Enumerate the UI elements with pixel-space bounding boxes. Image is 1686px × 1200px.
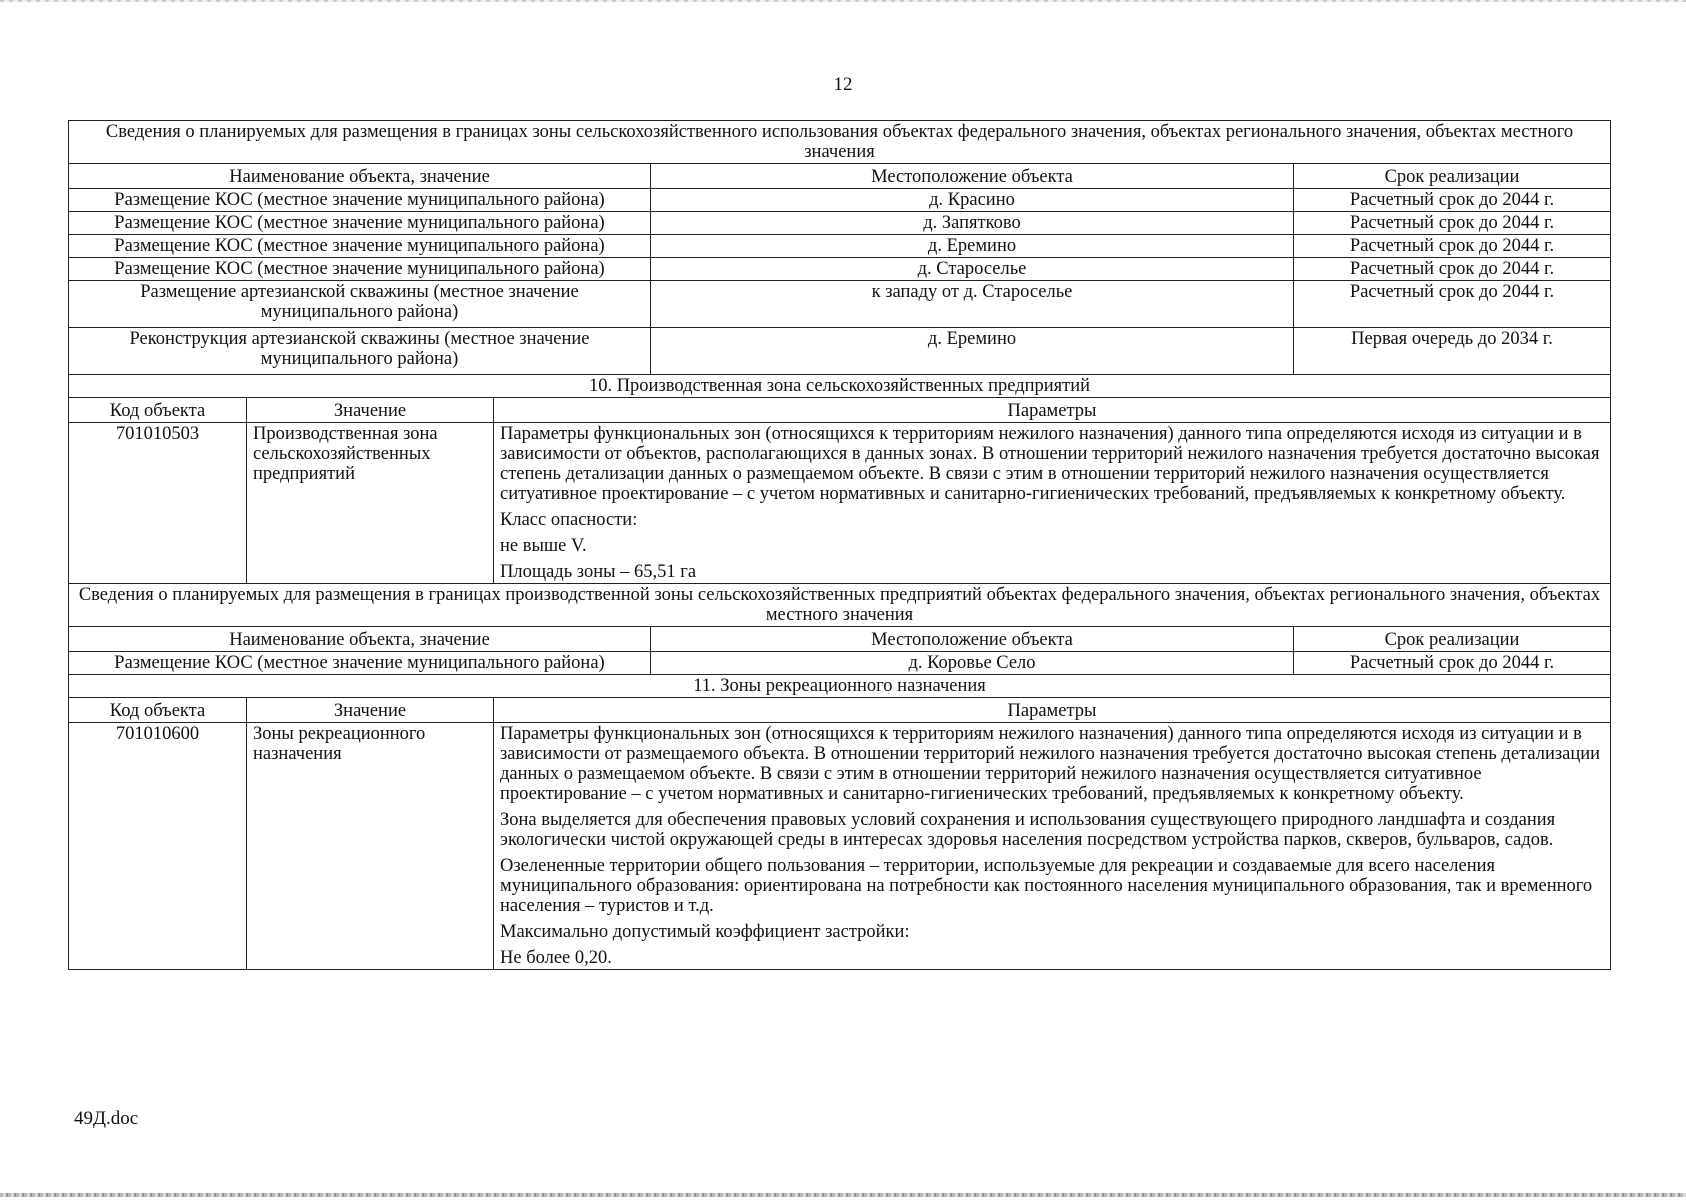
zone10-hazard-value: не выше V. <box>500 536 587 556</box>
location-cell: д. Еремино <box>651 328 1294 375</box>
object-name-cell: Размещение КОС (местное значение муниципального района) <box>69 652 651 675</box>
term-cell: Расчетный срок до 2044 г. <box>1294 235 1611 258</box>
object-name-cell: Размещение КОС (местное значение муниципального района) <box>69 189 651 212</box>
table-row <box>69 652 1611 675</box>
scan-edge-top <box>0 0 1686 2</box>
zone11-param-paragraph: Параметры функциональных зон (относящихся к территориям нежилого назначения) данного типа определяются исходя из ситуации и в зависимости от размещаемого объекта. В отношении территорий нежилого назначения требуется достаточно высокая степень детализации данных о размещаемом объекте. В связи с этим в отношении территорий нежилого назначения осуществляется ситуативное проектирование – с учетом нормативных и санитарно-гигиенических требований, предъявляемых к конкретному объекту. <box>500 724 1601 804</box>
object-name-cell: Размещение КОС (местное значение муниципального района) <box>69 258 651 281</box>
location-cell: к западу от д. Староселье <box>651 281 1294 328</box>
object-name-cell: Размещение артезианской скважины (местное значение муниципального района) <box>69 281 651 328</box>
sec1-caption: Сведения о планируемых для размещения в границах зоны сельскохозяйственного использования объектах федерального значения, объектах регионального значения, объектах местного значения <box>69 121 1611 164</box>
zone11-row <box>69 723 1611 970</box>
header-params: Параметры <box>494 398 1611 423</box>
header-value: Значение <box>247 398 494 423</box>
location-cell: д. Запятково <box>651 212 1294 235</box>
sec2-header-row <box>69 627 1611 652</box>
term-cell: Расчетный срок до 2044 г. <box>1294 258 1611 281</box>
zone10-header-row <box>69 398 1611 423</box>
zone10-row <box>69 423 1611 584</box>
term-cell: Первая очередь до 2034 г. <box>1294 328 1611 375</box>
header-code: Код объекта <box>69 398 247 423</box>
zone10-title-row <box>69 375 1611 398</box>
table-row <box>69 281 1611 328</box>
header-params: Параметры <box>494 698 1611 723</box>
header-code: Код объекта <box>69 698 247 723</box>
zone10-code: 701010503 <box>69 423 247 584</box>
table-row <box>69 258 1611 281</box>
page-number: 12 <box>833 74 853 95</box>
location-cell: д. Староселье <box>651 258 1294 281</box>
sec1-caption-row <box>69 121 1611 164</box>
zone11-params <box>494 723 1611 970</box>
table-row <box>69 328 1611 375</box>
header-location: Местоположение объекта <box>651 164 1294 189</box>
object-name-cell: Размещение КОС (местное значение муниципального района) <box>69 235 651 258</box>
zone11-green-areas-paragraph: Озелененные территории общего пользования – территории, используемые для рекреации и создаваемые для всего населения муниципального образования: ориентирована на потребности как постоянного населения муниципального образования, так и временного населения – туристов и т.д. <box>500 856 1593 916</box>
zone11-name: Зоны рекреационного назначения <box>247 723 494 970</box>
term-cell: Расчетный срок до 2044 г. <box>1294 189 1611 212</box>
header-value: Значение <box>247 698 494 723</box>
zone10-params <box>494 423 1611 584</box>
zone11-header-row <box>69 698 1611 723</box>
header-location: Местоположение объекта <box>651 627 1294 652</box>
location-cell: д. Коровье Село <box>651 652 1294 675</box>
sec2-caption-row <box>69 584 1611 627</box>
footer-filename: 49Д.doc <box>74 1108 139 1129</box>
location-cell: д. Еремино <box>651 235 1294 258</box>
table-row <box>69 189 1611 212</box>
location-cell: д. Красино <box>651 189 1294 212</box>
zone11-title-row <box>69 675 1611 698</box>
zone11-title: 11. Зоны рекреационного назначения <box>69 675 1611 698</box>
header-term: Срок реализации <box>1294 164 1611 189</box>
table-row <box>69 212 1611 235</box>
zone11-coefficient-value: Не более 0,20. <box>500 948 612 968</box>
table-row <box>69 235 1611 258</box>
zone10-param-paragraph: Параметры функциональных зон (относящихся к территориям нежилого назначения) данного типа определяются исходя из ситуации и в зависимости от объектов, располагающихся в данных зонах. В отношении территорий нежилого назначения требуется достаточно высокая степень детализации данных о размещаемом объекте. В связи с этим в отношении территорий нежилого назначения осуществляется ситуативное проектирование – с учетом нормативных и санитарно-гигиенических требований, предъявляемых к конкретному объекту. <box>500 424 1600 504</box>
scan-edge-bottom <box>0 1193 1686 1197</box>
sec2-caption: Сведения о планируемых для размещения в границах производственной зоны сельскохозяйственных предприятий объектах федерального значения, объектах регионального значения, объектах местного значения <box>69 584 1611 627</box>
object-name-cell: Размещение КОС (местное значение муниципального района) <box>69 212 651 235</box>
header-object-name: Наименование объекта, значение <box>69 627 651 652</box>
zone10-hazard-label: Класс опасности: <box>500 510 638 530</box>
sec1-header-row <box>69 164 1611 189</box>
zone11-purpose-paragraph: Зона выделяется для обеспечения правовых условий сохранения и использования существующего природного ландшафта и создания экологически чистой окружающей среды в интересах здоровья населения посредством устройства парков, скверов, бульваров, садов. <box>500 810 1556 850</box>
planning-table <box>68 120 1611 970</box>
term-cell: Расчетный срок до 2044 г. <box>1294 212 1611 235</box>
header-term: Срок реализации <box>1294 627 1611 652</box>
zone10-area: Площадь зоны – 65,51 га <box>500 562 697 582</box>
zone10-name: Производственная зона сельскохозяйственных предприятий <box>247 423 494 584</box>
term-cell: Расчетный срок до 2044 г. <box>1294 281 1611 328</box>
zone11-coefficient-label: Максимально допустимый коэффициент застройки: <box>500 922 910 942</box>
zone10-title: 10. Производственная зона сельскохозяйственных предприятий <box>69 375 1611 398</box>
term-cell: Расчетный срок до 2044 г. <box>1294 652 1611 675</box>
object-name-cell: Реконструкция артезианской скважины (местное значение муниципального района) <box>69 328 651 375</box>
header-object-name: Наименование объекта, значение <box>69 164 651 189</box>
zone11-code: 701010600 <box>69 723 247 970</box>
